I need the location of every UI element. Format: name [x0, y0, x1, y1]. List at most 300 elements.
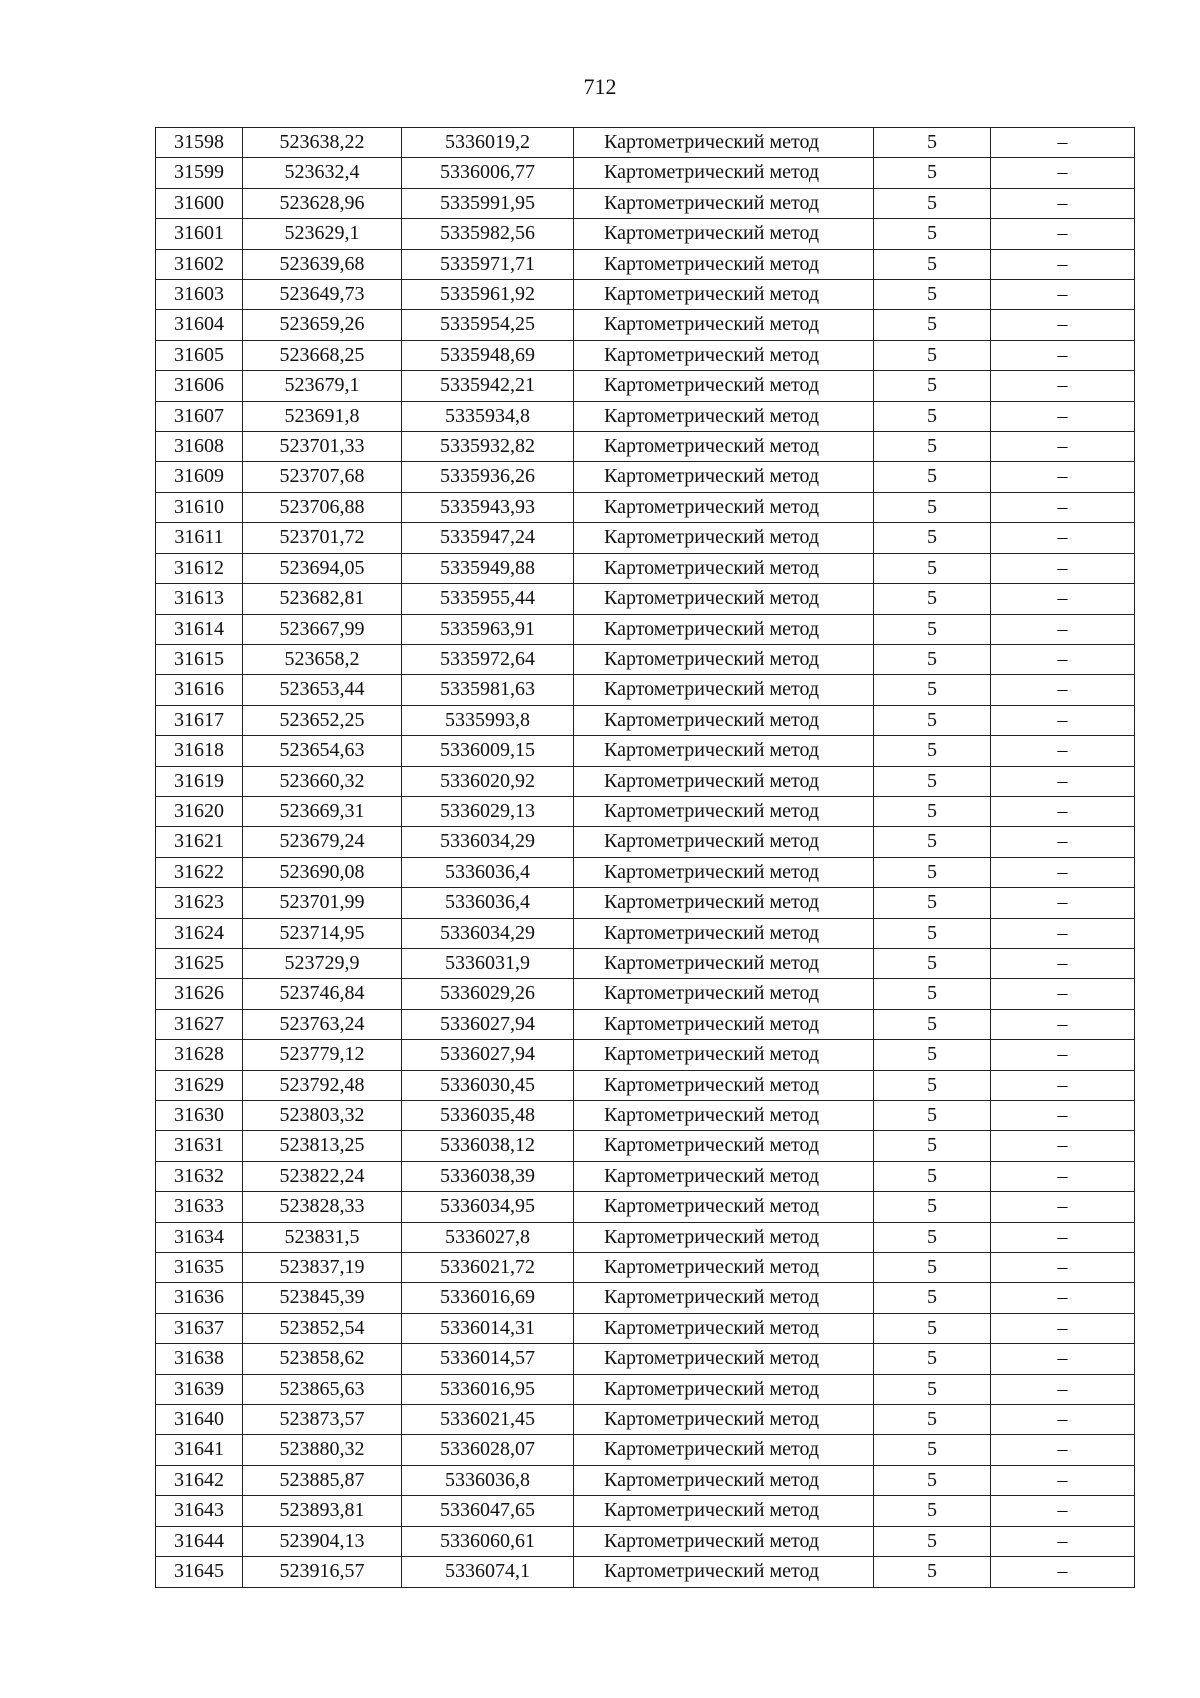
table-row [156, 249, 1135, 279]
method-cell: Картометрический метод [574, 1405, 874, 1435]
x-coordinate-cell: 523706,88 [243, 492, 402, 522]
note-cell: – [991, 432, 1135, 462]
accuracy-cell: 5 [874, 249, 991, 279]
table-row [156, 857, 1135, 887]
method-cell: Картометрический метод [574, 1131, 874, 1161]
note-cell: – [991, 128, 1135, 158]
y-coordinate-cell: 5336030,45 [402, 1070, 574, 1100]
x-coordinate-cell: 523852,54 [243, 1313, 402, 1343]
table-row [156, 918, 1135, 948]
point-number-cell: 31600 [156, 188, 243, 218]
y-coordinate-cell: 5336034,29 [402, 918, 574, 948]
y-coordinate-cell: 5335972,64 [402, 644, 574, 674]
note-cell: – [991, 1192, 1135, 1222]
method-cell: Картометрический метод [574, 1009, 874, 1039]
method-cell: Картометрический метод [574, 1192, 874, 1222]
method-cell: Картометрический метод [574, 340, 874, 370]
point-number-cell: 31602 [156, 249, 243, 279]
method-cell: Картометрический метод [574, 523, 874, 553]
note-cell: – [991, 553, 1135, 583]
x-coordinate-cell: 523701,99 [243, 888, 402, 918]
y-coordinate-cell: 5336009,15 [402, 736, 574, 766]
accuracy-cell: 5 [874, 523, 991, 553]
accuracy-cell: 5 [874, 584, 991, 614]
note-cell: – [991, 1009, 1135, 1039]
x-coordinate-cell: 523639,68 [243, 249, 402, 279]
x-coordinate-cell: 523649,73 [243, 280, 402, 310]
table-row [156, 675, 1135, 705]
point-number-cell: 31638 [156, 1344, 243, 1374]
page-number: 712 [583, 74, 617, 99]
y-coordinate-cell: 5335947,24 [402, 523, 574, 553]
point-number-cell: 31619 [156, 766, 243, 796]
accuracy-cell: 5 [874, 1253, 991, 1283]
y-coordinate-cell: 5336029,26 [402, 979, 574, 1009]
y-coordinate-cell: 5335991,95 [402, 188, 574, 218]
coordinates-table-body [156, 128, 1135, 1588]
point-number-cell: 31633 [156, 1192, 243, 1222]
method-cell: Картометрический метод [574, 857, 874, 887]
method-cell: Картометрический метод [574, 553, 874, 583]
method-cell: Картометрический метод [574, 1101, 874, 1131]
table-row [156, 1405, 1135, 1435]
x-coordinate-cell: 523669,31 [243, 796, 402, 826]
method-cell: Картометрический метод [574, 158, 874, 188]
x-coordinate-cell: 523779,12 [243, 1040, 402, 1070]
note-cell: – [991, 888, 1135, 918]
x-coordinate-cell: 523837,19 [243, 1253, 402, 1283]
x-coordinate-cell: 523822,24 [243, 1161, 402, 1191]
note-cell: – [991, 1222, 1135, 1252]
point-number-cell: 31623 [156, 888, 243, 918]
x-coordinate-cell: 523638,22 [243, 128, 402, 158]
table-row [156, 462, 1135, 492]
table-row [156, 644, 1135, 674]
method-cell: Картометрический метод [574, 432, 874, 462]
note-cell: – [991, 1161, 1135, 1191]
method-cell: Картометрический метод [574, 918, 874, 948]
method-cell: Картометрический метод [574, 219, 874, 249]
table-row [156, 1496, 1135, 1526]
table-row [156, 128, 1135, 158]
table-row [156, 796, 1135, 826]
point-number-cell: 31628 [156, 1040, 243, 1070]
accuracy-cell: 5 [874, 188, 991, 218]
y-coordinate-cell: 5336027,8 [402, 1222, 574, 1252]
method-cell: Картометрический метод [574, 584, 874, 614]
y-coordinate-cell: 5335981,63 [402, 675, 574, 705]
point-number-cell: 31615 [156, 644, 243, 674]
method-cell: Картометрический метод [574, 128, 874, 158]
accuracy-cell: 5 [874, 979, 991, 1009]
method-cell: Картометрический метод [574, 1344, 874, 1374]
table-row [156, 1161, 1135, 1191]
note-cell: – [991, 1313, 1135, 1343]
table-row [156, 827, 1135, 857]
x-coordinate-cell: 523729,9 [243, 948, 402, 978]
note-cell: – [991, 644, 1135, 674]
x-coordinate-cell: 523828,33 [243, 1192, 402, 1222]
y-coordinate-cell: 5336016,95 [402, 1374, 574, 1404]
accuracy-cell: 5 [874, 553, 991, 583]
note-cell: – [991, 1070, 1135, 1100]
point-number-cell: 31616 [156, 675, 243, 705]
method-cell: Картометрический метод [574, 705, 874, 735]
method-cell: Картометрический метод [574, 280, 874, 310]
method-cell: Картометрический метод [574, 310, 874, 340]
table-row [156, 523, 1135, 553]
accuracy-cell: 5 [874, 128, 991, 158]
accuracy-cell: 5 [874, 827, 991, 857]
note-cell: – [991, 918, 1135, 948]
accuracy-cell: 5 [874, 1313, 991, 1343]
point-number-cell: 31624 [156, 918, 243, 948]
table-row [156, 705, 1135, 735]
method-cell: Картометрический метод [574, 1465, 874, 1495]
table-row [156, 219, 1135, 249]
x-coordinate-cell: 523845,39 [243, 1283, 402, 1313]
point-number-cell: 31605 [156, 340, 243, 370]
point-number-cell: 31629 [156, 1070, 243, 1100]
x-coordinate-cell: 523880,32 [243, 1435, 402, 1465]
accuracy-cell: 5 [874, 1465, 991, 1495]
y-coordinate-cell: 5336036,4 [402, 888, 574, 918]
method-cell: Картометрический метод [574, 1557, 874, 1587]
x-coordinate-cell: 523904,13 [243, 1526, 402, 1556]
point-number-cell: 31634 [156, 1222, 243, 1252]
point-number-cell: 31601 [156, 219, 243, 249]
accuracy-cell: 5 [874, 857, 991, 887]
point-number-cell: 31631 [156, 1131, 243, 1161]
table-row [156, 1070, 1135, 1100]
method-cell: Картометрический метод [574, 1526, 874, 1556]
point-number-cell: 31607 [156, 401, 243, 431]
x-coordinate-cell: 523660,32 [243, 766, 402, 796]
accuracy-cell: 5 [874, 1222, 991, 1252]
accuracy-cell: 5 [874, 1009, 991, 1039]
note-cell: – [991, 1435, 1135, 1465]
x-coordinate-cell: 523628,96 [243, 188, 402, 218]
note-cell: – [991, 340, 1135, 370]
accuracy-cell: 5 [874, 401, 991, 431]
point-number-cell: 31632 [156, 1161, 243, 1191]
note-cell: – [991, 1526, 1135, 1556]
note-cell: – [991, 371, 1135, 401]
note-cell: – [991, 1496, 1135, 1526]
note-cell: – [991, 614, 1135, 644]
x-coordinate-cell: 523668,25 [243, 340, 402, 370]
y-coordinate-cell: 5336031,9 [402, 948, 574, 978]
point-number-cell: 31603 [156, 280, 243, 310]
method-cell: Картометрический метод [574, 1070, 874, 1100]
method-cell: Картометрический метод [574, 766, 874, 796]
table-row [156, 766, 1135, 796]
method-cell: Картометрический метод [574, 827, 874, 857]
method-cell: Картометрический метод [574, 1374, 874, 1404]
point-number-cell: 31606 [156, 371, 243, 401]
table-row [156, 1526, 1135, 1556]
point-number-cell: 31611 [156, 523, 243, 553]
note-cell: – [991, 675, 1135, 705]
method-cell: Картометрический метод [574, 188, 874, 218]
y-coordinate-cell: 5336016,69 [402, 1283, 574, 1313]
accuracy-cell: 5 [874, 644, 991, 674]
y-coordinate-cell: 5336036,4 [402, 857, 574, 887]
table-row [156, 158, 1135, 188]
point-number-cell: 31613 [156, 584, 243, 614]
y-coordinate-cell: 5336014,57 [402, 1344, 574, 1374]
note-cell: – [991, 280, 1135, 310]
table-row [156, 492, 1135, 522]
note-cell: – [991, 1040, 1135, 1070]
accuracy-cell: 5 [874, 1405, 991, 1435]
x-coordinate-cell: 523707,68 [243, 462, 402, 492]
x-coordinate-cell: 523813,25 [243, 1131, 402, 1161]
x-coordinate-cell: 523629,1 [243, 219, 402, 249]
point-number-cell: 31618 [156, 736, 243, 766]
point-number-cell: 31622 [156, 857, 243, 887]
note-cell: – [991, 979, 1135, 1009]
note-cell: – [991, 310, 1135, 340]
method-cell: Картометрический метод [574, 1253, 874, 1283]
y-coordinate-cell: 5336034,95 [402, 1192, 574, 1222]
point-number-cell: 31598 [156, 128, 243, 158]
table-row [156, 736, 1135, 766]
y-coordinate-cell: 5336014,31 [402, 1313, 574, 1343]
note-cell: – [991, 705, 1135, 735]
note-cell: – [991, 736, 1135, 766]
point-number-cell: 31637 [156, 1313, 243, 1343]
accuracy-cell: 5 [874, 1496, 991, 1526]
x-coordinate-cell: 523714,95 [243, 918, 402, 948]
table-row [156, 614, 1135, 644]
accuracy-cell: 5 [874, 1101, 991, 1131]
accuracy-cell: 5 [874, 1161, 991, 1191]
accuracy-cell: 5 [874, 1131, 991, 1161]
y-coordinate-cell: 5336027,94 [402, 1009, 574, 1039]
method-cell: Картометрический метод [574, 796, 874, 826]
note-cell: – [991, 1405, 1135, 1435]
y-coordinate-cell: 5335993,8 [402, 705, 574, 735]
table-row [156, 1557, 1135, 1587]
table-row [156, 1101, 1135, 1131]
x-coordinate-cell: 523679,1 [243, 371, 402, 401]
method-cell: Картометрический метод [574, 948, 874, 978]
accuracy-cell: 5 [874, 1374, 991, 1404]
accuracy-cell: 5 [874, 1283, 991, 1313]
note-cell: – [991, 948, 1135, 978]
x-coordinate-cell: 523792,48 [243, 1070, 402, 1100]
method-cell: Картометрический метод [574, 1313, 874, 1343]
note-cell: – [991, 1283, 1135, 1313]
x-coordinate-cell: 523916,57 [243, 1557, 402, 1587]
point-number-cell: 31608 [156, 432, 243, 462]
table-row [156, 1253, 1135, 1283]
y-coordinate-cell: 5335954,25 [402, 310, 574, 340]
method-cell: Картометрический метод [574, 736, 874, 766]
table-row [156, 948, 1135, 978]
method-cell: Картометрический метод [574, 888, 874, 918]
y-coordinate-cell: 5336021,45 [402, 1405, 574, 1435]
accuracy-cell: 5 [874, 614, 991, 644]
table-row [156, 280, 1135, 310]
note-cell: – [991, 827, 1135, 857]
accuracy-cell: 5 [874, 1344, 991, 1374]
x-coordinate-cell: 523659,26 [243, 310, 402, 340]
method-cell: Картометрический метод [574, 371, 874, 401]
point-number-cell: 31644 [156, 1526, 243, 1556]
note-cell: – [991, 1465, 1135, 1495]
table-row [156, 1283, 1135, 1313]
point-number-cell: 31639 [156, 1374, 243, 1404]
method-cell: Картометрический метод [574, 462, 874, 492]
accuracy-cell: 5 [874, 310, 991, 340]
x-coordinate-cell: 523658,2 [243, 644, 402, 674]
method-cell: Картометрический метод [574, 644, 874, 674]
note-cell: – [991, 188, 1135, 218]
y-coordinate-cell: 5335963,91 [402, 614, 574, 644]
y-coordinate-cell: 5336047,65 [402, 1496, 574, 1526]
y-coordinate-cell: 5335971,71 [402, 249, 574, 279]
y-coordinate-cell: 5335961,92 [402, 280, 574, 310]
y-coordinate-cell: 5335955,44 [402, 584, 574, 614]
method-cell: Картометрический метод [574, 1040, 874, 1070]
accuracy-cell: 5 [874, 1435, 991, 1465]
accuracy-cell: 5 [874, 736, 991, 766]
note-cell: – [991, 1344, 1135, 1374]
table-row [156, 371, 1135, 401]
note-cell: – [991, 401, 1135, 431]
point-number-cell: 31609 [156, 462, 243, 492]
x-coordinate-cell: 523632,4 [243, 158, 402, 188]
x-coordinate-cell: 523653,44 [243, 675, 402, 705]
x-coordinate-cell: 523831,5 [243, 1222, 402, 1252]
y-coordinate-cell: 5335949,88 [402, 553, 574, 583]
method-cell: Картометрический метод [574, 1161, 874, 1191]
x-coordinate-cell: 523858,62 [243, 1344, 402, 1374]
point-number-cell: 31626 [156, 979, 243, 1009]
table-row [156, 1344, 1135, 1374]
table-row [156, 1222, 1135, 1252]
note-cell: – [991, 249, 1135, 279]
table-row [156, 1374, 1135, 1404]
y-coordinate-cell: 5336036,8 [402, 1465, 574, 1495]
table-row [156, 1009, 1135, 1039]
accuracy-cell: 5 [874, 462, 991, 492]
accuracy-cell: 5 [874, 340, 991, 370]
method-cell: Картометрический метод [574, 675, 874, 705]
point-number-cell: 31635 [156, 1253, 243, 1283]
y-coordinate-cell: 5336038,39 [402, 1161, 574, 1191]
accuracy-cell: 5 [874, 492, 991, 522]
table-row [156, 553, 1135, 583]
method-cell: Картометрический метод [574, 614, 874, 644]
note-cell: – [991, 1557, 1135, 1587]
note-cell: – [991, 584, 1135, 614]
note-cell: – [991, 857, 1135, 887]
point-number-cell: 31614 [156, 614, 243, 644]
x-coordinate-cell: 523701,72 [243, 523, 402, 553]
accuracy-cell: 5 [874, 1040, 991, 1070]
point-number-cell: 31625 [156, 948, 243, 978]
x-coordinate-cell: 523667,99 [243, 614, 402, 644]
x-coordinate-cell: 523873,57 [243, 1405, 402, 1435]
x-coordinate-cell: 523865,63 [243, 1374, 402, 1404]
table-row [156, 1192, 1135, 1222]
coordinates-table [155, 127, 1135, 1588]
accuracy-cell: 5 [874, 675, 991, 705]
y-coordinate-cell: 5335934,8 [402, 401, 574, 431]
accuracy-cell: 5 [874, 158, 991, 188]
y-coordinate-cell: 5335932,82 [402, 432, 574, 462]
method-cell: Картометрический метод [574, 1283, 874, 1313]
x-coordinate-cell: 523690,08 [243, 857, 402, 887]
point-number-cell: 31610 [156, 492, 243, 522]
table-row [156, 432, 1135, 462]
x-coordinate-cell: 523694,05 [243, 553, 402, 583]
point-number-cell: 31645 [156, 1557, 243, 1587]
x-coordinate-cell: 523803,32 [243, 1101, 402, 1131]
accuracy-cell: 5 [874, 1526, 991, 1556]
x-coordinate-cell: 523746,84 [243, 979, 402, 1009]
accuracy-cell: 5 [874, 1557, 991, 1587]
x-coordinate-cell: 523701,33 [243, 432, 402, 462]
y-coordinate-cell: 5336074,1 [402, 1557, 574, 1587]
x-coordinate-cell: 523652,25 [243, 705, 402, 735]
accuracy-cell: 5 [874, 948, 991, 978]
y-coordinate-cell: 5336021,72 [402, 1253, 574, 1283]
point-number-cell: 31620 [156, 796, 243, 826]
accuracy-cell: 5 [874, 918, 991, 948]
method-cell: Картометрический метод [574, 401, 874, 431]
note-cell: – [991, 492, 1135, 522]
note-cell: – [991, 462, 1135, 492]
point-number-cell: 31630 [156, 1101, 243, 1131]
point-number-cell: 31617 [156, 705, 243, 735]
accuracy-cell: 5 [874, 766, 991, 796]
note-cell: – [991, 158, 1135, 188]
y-coordinate-cell: 5336028,07 [402, 1435, 574, 1465]
x-coordinate-cell: 523893,81 [243, 1496, 402, 1526]
x-coordinate-cell: 523691,8 [243, 401, 402, 431]
method-cell: Картометрический метод [574, 1496, 874, 1526]
method-cell: Картометрический метод [574, 492, 874, 522]
table-row [156, 979, 1135, 1009]
x-coordinate-cell: 523885,87 [243, 1465, 402, 1495]
y-coordinate-cell: 5336029,13 [402, 796, 574, 826]
accuracy-cell: 5 [874, 219, 991, 249]
y-coordinate-cell: 5336038,12 [402, 1131, 574, 1161]
table-row [156, 1040, 1135, 1070]
y-coordinate-cell: 5336034,29 [402, 827, 574, 857]
note-cell: – [991, 766, 1135, 796]
table-row [156, 188, 1135, 218]
table-row [156, 340, 1135, 370]
y-coordinate-cell: 5336006,77 [402, 158, 574, 188]
table-row [156, 401, 1135, 431]
point-number-cell: 31636 [156, 1283, 243, 1313]
x-coordinate-cell: 523679,24 [243, 827, 402, 857]
y-coordinate-cell: 5335943,93 [402, 492, 574, 522]
accuracy-cell: 5 [874, 1070, 991, 1100]
accuracy-cell: 5 [874, 705, 991, 735]
table-row [156, 888, 1135, 918]
note-cell: – [991, 1253, 1135, 1283]
accuracy-cell: 5 [874, 432, 991, 462]
y-coordinate-cell: 5336035,48 [402, 1101, 574, 1131]
note-cell: – [991, 219, 1135, 249]
method-cell: Картометрический метод [574, 249, 874, 279]
